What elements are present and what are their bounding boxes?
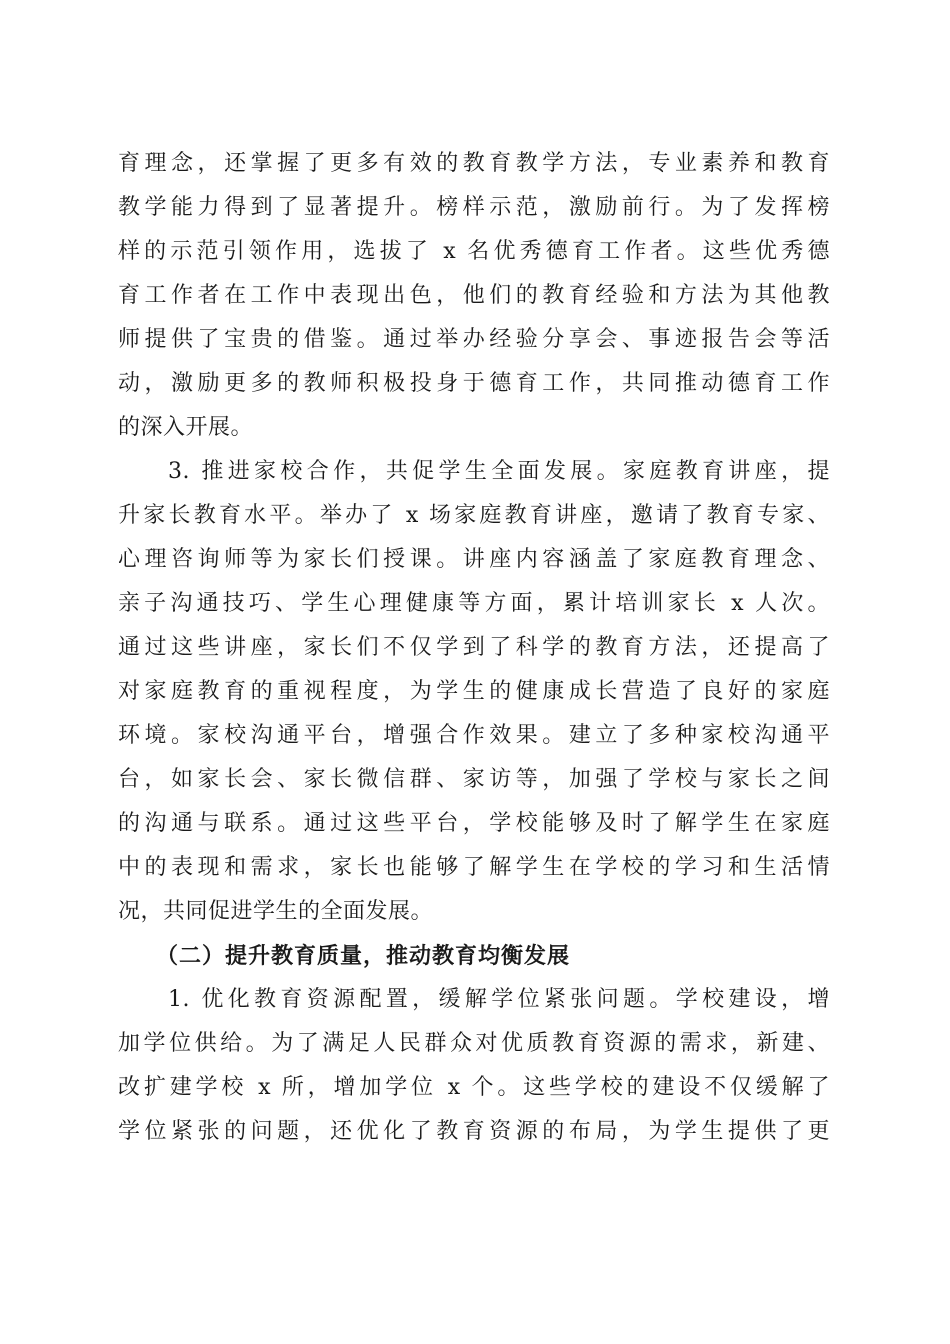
text-line: 中的表现和需求，家长也能够了解学生在学校的学习和生活情 [118,855,830,880]
text-line: 心理咨询师等为家长们授课。讲座内容涵盖了家庭教育理念、 [118,547,830,572]
text-line: 样的示范引领作用，选拔了 x 名优秀德育工作者。这些优秀德 [118,239,830,264]
text-line: 台，如家长会、家长微信群、家访等，加强了学校与家长之间 [118,767,830,792]
body-text [118,142,830,1154]
text-line: 育理念，还掌握了更多有效的教育教学方法，专业素养和教育 [118,151,830,176]
text-line: 对家庭教育的重视程度，为学生的健康成长营造了良好的家庭 [118,679,830,704]
text-line: 改扩建学校 x 所，增加学位 x 个。这些学校的建设不仅缓解了 [118,1075,830,1100]
paragraph-start-line: 1. 优化教育资源配置，缓解学位紧张问题。学校建设，增 [168,987,830,1012]
text-line: 育工作者在工作中表现出色，他们的教育经验和方法为其他教 [118,283,830,308]
text-line: 的沟通与联系。通过这些平台，学校能够及时了解学生在家庭 [118,811,830,836]
text-line: 动，激励更多的教师积极投身于德育工作，共同推动德育工作 [118,371,830,396]
text-line: 学位紧张的问题，还优化了教育资源的布局，为学生提供了更 [118,1119,830,1144]
section-heading: （二）提升教育质量，推动教育均衡发展 [156,943,571,969]
paragraph-start-line: 3. 推进家校合作，共促学生全面发展。家庭教育讲座，提 [168,459,830,484]
text-line: 的深入开展。 [118,415,254,440]
text-line: 通过这些讲座，家长们不仅学到了科学的教育方法，还提高了 [118,635,830,660]
text-line: 教学能力得到了显著提升。榜样示范，激励前行。为了发挥榜 [118,195,830,220]
text-line: 环境。家校沟通平台，增强合作效果。建立了多种家校沟通平 [118,723,830,748]
text-line: 师提供了宝贵的借鉴。通过举办经验分享会、事迹报告会等活 [118,327,830,352]
text-line: 况，共同促进学生的全面发展。 [118,899,434,924]
text-line: 加学位供给。为了满足人民群众对优质教育资源的需求，新建、 [118,1031,830,1056]
text-line: 升家长教育水平。举办了 x 场家庭教育讲座，邀请了教育专家、 [118,503,830,528]
text-line: 亲子沟通技巧、学生心理健康等方面，累计培训家长 x 人次。 [118,591,830,616]
